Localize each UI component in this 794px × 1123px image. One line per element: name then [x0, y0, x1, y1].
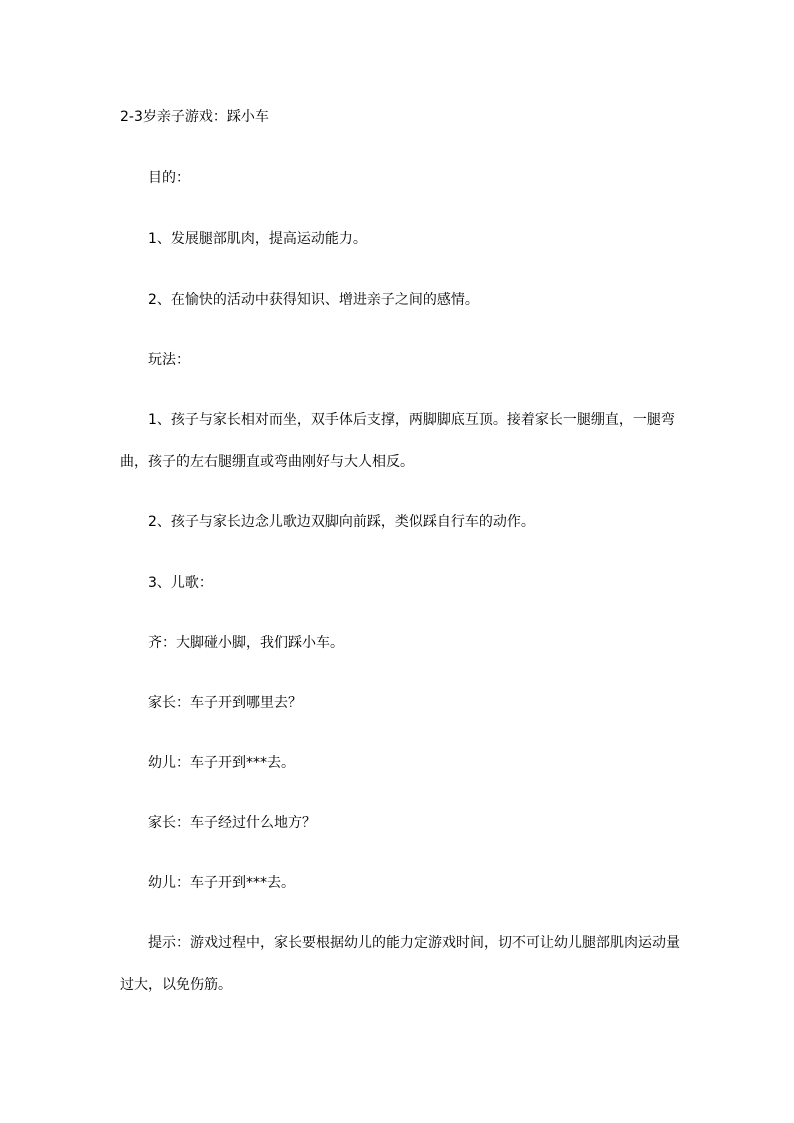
play-item-3: 3、儿歌： [148, 575, 213, 591]
play-item-1-line-2: 曲，孩子的左右腿绷直或弯曲刚好与大人相反。 [120, 454, 414, 470]
play-item-2: 2、孩子与家长边念儿歌边双脚向前踩，类似踩自行车的动作。 [148, 514, 535, 530]
play-heading: 玩法： [148, 352, 190, 368]
purpose-item-2: 2、在愉快的活动中获得知识、增进亲子之间的感情。 [148, 292, 479, 308]
tip-line-2: 过大，以免伤筋。 [120, 977, 232, 993]
document-title: 2-3岁亲子游戏：踩小车 [120, 109, 269, 125]
song-line-3: 幼儿：车子开到***去。 [148, 755, 295, 771]
song-line-5: 幼儿：车子开到***去。 [148, 875, 295, 891]
purpose-item-1: 1、发展腿部肌肉，提高运动能力。 [148, 231, 367, 247]
tip-line-1: 提示：游戏过程中，家长要根据幼儿的能力定游戏时间，切不可让幼儿腿部肌肉运动量 [148, 935, 680, 951]
play-item-1-line-1: 1、孩子与家长相对而坐，双手体后支撑，两脚脚底互顶。接着家长一腿绷直，一腿弯 [148, 412, 675, 428]
song-line-1: 齐：大脚碰小脚，我们踩小车。 [148, 635, 344, 651]
purpose-heading: 目的： [148, 170, 190, 186]
song-line-4: 家长：车子经过什么地方？ [148, 815, 316, 831]
song-line-2: 家长：车子开到哪里去？ [148, 695, 302, 711]
